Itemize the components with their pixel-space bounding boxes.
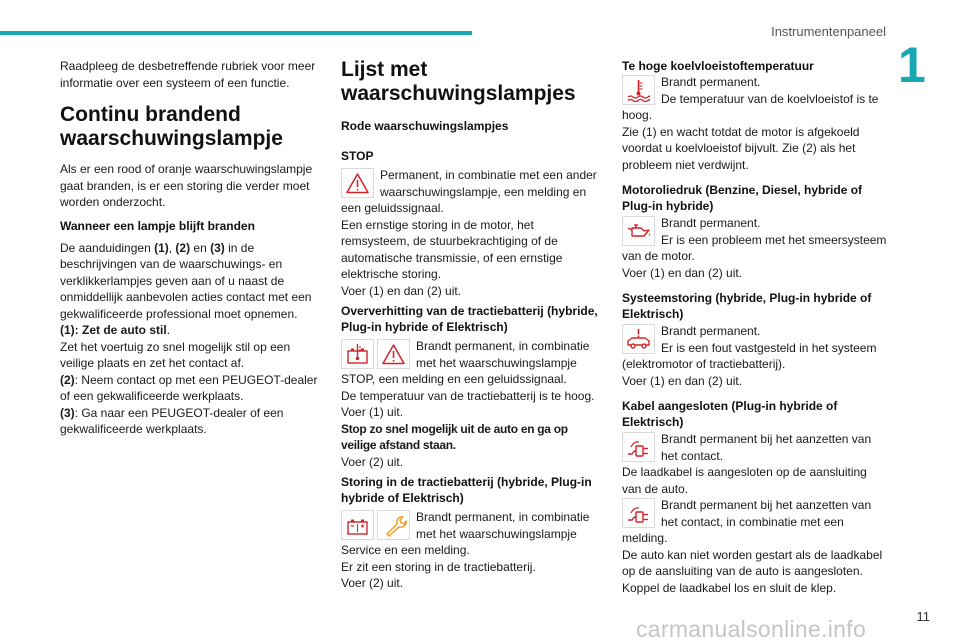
heading-kabel-aangesloten: Kabel aangesloten (Plug-in hybride of Elektrisch) xyxy=(622,399,838,429)
entry-motoroliedruk: Brandt permanent. Er is een probleem met het smeersysteem van de motor. Voer (1) en dan (2) uit. xyxy=(622,216,887,280)
intro-text: Raadpleeg de desbetreffende rubriek voor meer informatie over een systeem of een functie. xyxy=(60,59,316,90)
legend-item-3: (3): Ga naar een PEUGEOT-dealer of een gekwalificeerde werkplaats. xyxy=(60,405,284,436)
heading-rode-lampjes: Rode waarschuwingslampjes xyxy=(341,119,509,133)
heading-wanneer: Wanneer een lampje blijft branden xyxy=(60,218,255,233)
car-system-fault-icon xyxy=(622,324,655,354)
charging-plug-icon xyxy=(622,432,655,462)
heading-stop: STOP xyxy=(341,149,374,163)
paragraph-aanduidingen: De aanduidingen (1), (2) en (3) in de beschrijvingen van de waarschuwings- en verklikkerlampjes geven aan of u naast de onmiddellijk aanbevolen acties contact met een gekwalificeerde professional moet opnemen. xyxy=(60,240,312,321)
heading-motoroliedruk: Motoroliedruk (Benzine, Diesel, hybride of Plug-in hybride) xyxy=(622,183,863,213)
watermark-text: carmanualsonline.info xyxy=(636,616,867,640)
traction-battery-temperature-icon xyxy=(341,339,374,369)
coolant-temperature-icon xyxy=(622,75,655,105)
heading-koelvloeistof: Te hoge koelvloeistoftemperatuur xyxy=(622,59,814,73)
warning-triangle-icon xyxy=(377,339,410,369)
entry-stop: Permanent, in combinatie met een ander waarschuwingslampje, een melding en een geluidssignaal. Een ernstige storing in de motor, het remsysteem, de stuurbekrachtiging of de automatische transmissie, of een ernstige elektrische storing. Voer (1) en dan (2) uit. xyxy=(341,168,597,298)
heading-systeemstoring: Systeemstoring (hybride, Plug-in hybride of Elektrisch) xyxy=(622,291,872,321)
entry-oververhitting: Brandt permanent, in combinatie met het waarschuwingslampje STOP, een melding en een geluidssignaal. De temperatuur van de tractiebatterij is te hoog. Voer (1) uit. Stop zo snel mogelijk uit de auto en ga op veilige afstand staan. Voer (2) uit. xyxy=(341,339,595,469)
entry-kabel-aangesloten-1: Brandt permanent bij het aanzetten van het contact. De laadkabel is aangesloten op de aansluiting van de auto. xyxy=(622,432,872,496)
paragraph-rood-oranje: Als er een rood of oranje waarschuwingslampje gaat branden, is er een storing die verder moet worden onderzocht. xyxy=(60,162,313,209)
section-title: Instrumentenpaneel xyxy=(771,24,886,39)
heading-lijst: Lijst met waarschuwingslampjes xyxy=(341,58,576,105)
column-left xyxy=(60,58,322,438)
column-right xyxy=(622,58,887,596)
heading-storing-tractiebatterij: Storing in de tractiebatterij (hybride, Plug-in hybride of Elektrisch) xyxy=(341,475,592,505)
header-accent-bar xyxy=(0,31,472,35)
page-number: 11 xyxy=(916,609,930,624)
heading-oververhitting: Oververhitting van de tractiebatterij (hybride, Plug-in hybride of Elektrisch) xyxy=(341,304,598,334)
traction-battery-icon xyxy=(341,510,374,540)
heading-continu-brandend: Continu brandend waarschuwingslampje xyxy=(60,103,283,150)
entry-storing-tractiebatterij: Brandt permanent, in combinatie met het waarschuwingslampje Service en een melding. Er zit een storing in de tractiebatterij. Voer (2) uit. xyxy=(341,510,590,590)
wrench-service-icon xyxy=(377,510,410,540)
entry-systeemstoring: Brandt permanent. Er is een fout vastgesteld in het systeem (elektromotor of tractiebatterij). Voer (1) en dan (2) uit. xyxy=(622,324,877,388)
warning-triangle-icon xyxy=(341,168,374,198)
legend-item-2: (2): Neem contact op met een PEUGEOT-dealer of een gekwalificeerde werkplaats. xyxy=(60,372,318,403)
chapter-number: 1 xyxy=(898,37,926,93)
entry-kabel-aangesloten-2: Brandt permanent bij het aanzetten van het contact, in combinatie met een melding. De auto kan niet worden gestart als de laadkabel op de aansluiting van de auto is aangesloten. Koppel de laadkabel los en sluit de klep. xyxy=(622,498,883,595)
charging-plug-icon xyxy=(622,498,655,528)
oil-can-icon xyxy=(622,216,655,246)
column-middle xyxy=(341,58,603,592)
legend-item-1: (1): Zet de auto stil. Zet het voertuig zo snel mogelijk stil op een veilige plaats en zet het contact af. xyxy=(60,323,291,370)
entry-koelvloeistof: Brandt permanent. De temperatuur van de koelvloeistof is te hoog. Zie (1) en wacht totdat de motor is afgekoeld voordat u koelvloeistof bijvult. Zie (2) als het probleem niet verdwijnt. xyxy=(622,75,879,172)
